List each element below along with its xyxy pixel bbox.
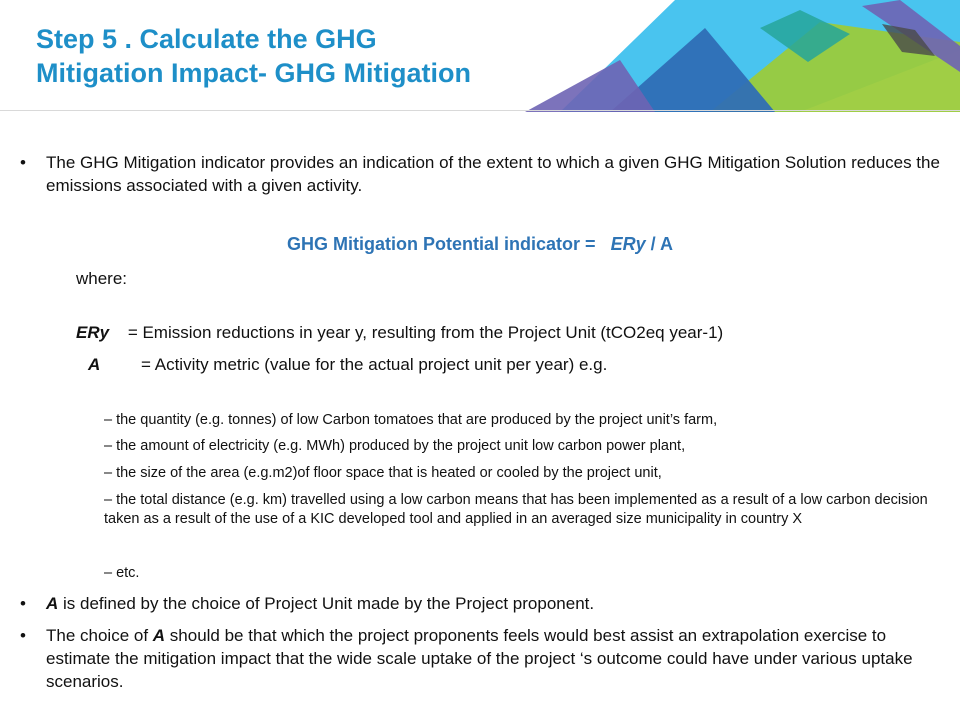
bullet-choice-lead: The choice of (46, 626, 153, 645)
bullet-choice-of-a (46, 624, 946, 693)
example-item (104, 491, 934, 529)
example-item: – etc. (104, 565, 140, 581)
formula-denominator: / A (650, 234, 673, 254)
definition-ery-text: = Emission reductions in year y, resulting from the Project Unit (tCO2eq year-1) (127, 323, 724, 342)
bullet-marker: • (20, 626, 26, 645)
title-divider (0, 110, 960, 111)
bullet-marker: • (20, 594, 26, 613)
example-item: – the amount of electricity (e.g. MWh) produced by the project unit low carbon power plant, (104, 438, 686, 454)
bullet-choice-term: A (152, 626, 166, 645)
bullet-choice-text: should be that which the project proponents feels would best assist an extrapolation exercise to estimate the mitigation impact that the wide scale uptake of the project ‘s outcome could have under various uptake scenarios. (46, 626, 913, 691)
title-line-1: Step 5 . Calculate the GHG (36, 24, 377, 54)
definition-a-term: A (88, 355, 101, 374)
slide-title (36, 22, 471, 90)
example-item: – the quantity (e.g. tonnes) of low Carbon tomatoes that are produced by the project unit’s farm, (104, 412, 718, 428)
definition-ery (76, 321, 723, 344)
title-line-2: Mitigation Impact- GHG Mitigation (36, 58, 471, 88)
where-label: where: (76, 269, 128, 288)
example-item: – the size of the area (e.g.m2)of floor space that is heated or cooled by the project unit, (104, 465, 662, 481)
formula-line (0, 234, 960, 255)
formula-label: GHG Mitigation Potential indicator = (287, 234, 596, 254)
bullet-project-unit-term: A (46, 594, 59, 613)
bullet-marker: • (20, 153, 26, 172)
example-item-text: – the total distance (e.g. km) travelled using a low carbon means that has been implemented as a result of a low carbon decision taken as a result of the use of a KIC developed tool and applied in an averaged size municipality in country X (104, 492, 928, 527)
definition-a-text: = Activity metric (value for the actual project unit per year) e.g. (141, 355, 608, 374)
definition-a (88, 353, 607, 376)
bullet-project-unit (46, 592, 946, 615)
bullet-project-unit-text: is defined by the choice of Project Unit made by the Project proponent. (58, 594, 595, 613)
definition-ery-term: ERy (76, 323, 110, 342)
formula-variable: ERy (610, 234, 646, 254)
bullet-ghg-indicator-description: The GHG Mitigation indicator provides an indication of the extent to which a given GHG Mitigation Solution reduces the emissions associated with a given activity. (46, 153, 940, 195)
